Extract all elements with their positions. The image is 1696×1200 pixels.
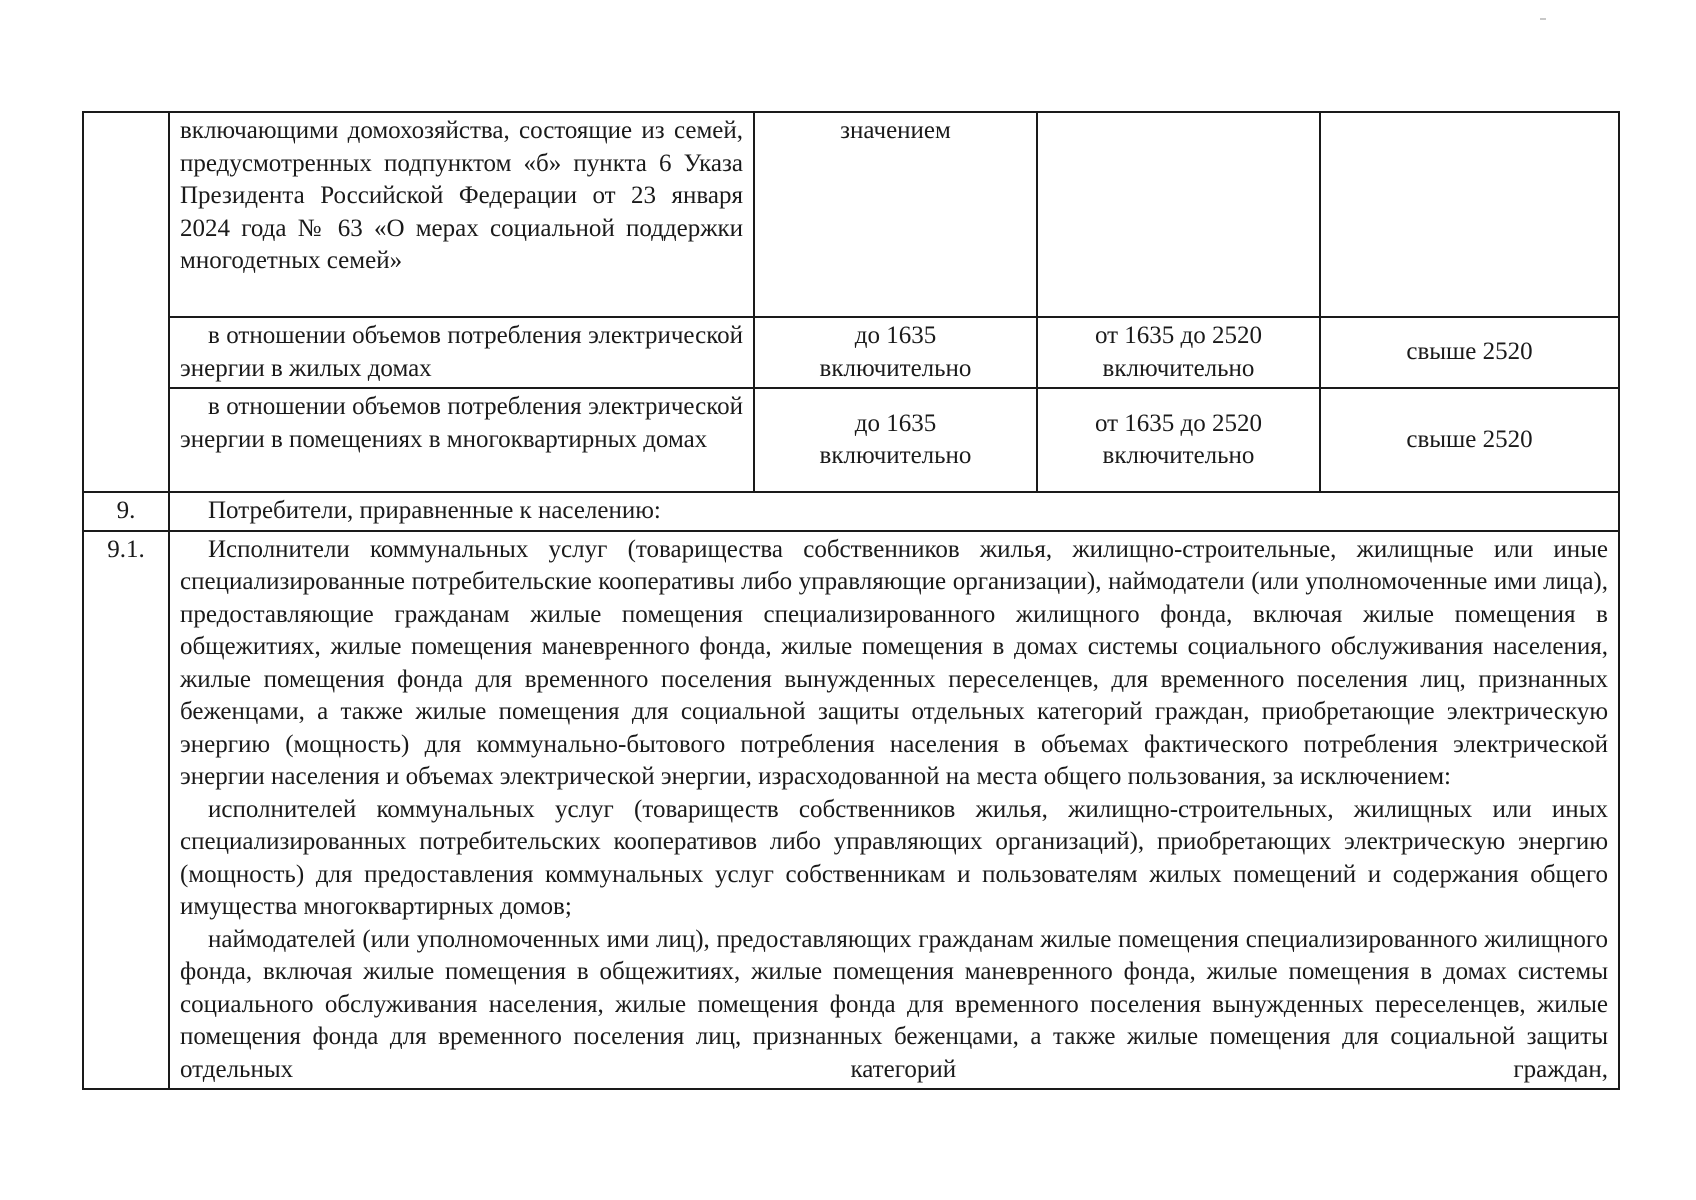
paragraph-consumers: Исполнители коммунальных услуг (товарищества собственников жилья, жилищно-строительные, жилищные или иные специализированные потребительские кооперативы либо управляющие организации), наймодатели (или уполномоченные ими лица), предоставляющие гражданам жилые помещения специализированного жилищного фонда, включая жилые помещения в общежитиях, жилые помещения маневренного фонда, жилые помещения в домах системы социального обслуживания населения, жилые помещения фонда для временного поселения вынужденных переселенцев, для временного поселения лиц, признанных беженцами, а также жилые помещения для социальной защиты отдельных категорий граждан, приобретающие электрическую энергию (мощность) для коммунально-бытового потребления населения в объемах фактического потребления электрической энергии населения и объемах электрической энергии, израсходованной на места общего пользования, за исключением:	[180, 535, 1608, 790]
table-row	[83, 492, 1619, 531]
range-mid-cell	[1037, 388, 1320, 492]
range-mid-cell	[1037, 317, 1320, 388]
section-body-cell	[169, 531, 1619, 1090]
row-number-cell	[83, 492, 169, 531]
table-row	[83, 112, 1619, 317]
criteria-cell	[169, 388, 754, 492]
paragraph-exception-landlords: наймодателей (или уполномоченных ими лиц), предоставляющих гражданам жилые помещения специализированного жилищного фонда, включая жилые помещения в общежитиях, жилые помещения маневренного фонда, жилые помещения в домах системы социального обслуживания населения, жилые помещения фонда для временного поселения вынужденных переселенцев, жилые помещения фонда для временного поселения лиц, признанных беженцами, а также жилые помещения для социальной защиты отдельных категорий граждан,	[180, 925, 1608, 1083]
table-row	[83, 317, 1619, 388]
row-number-cell-empty	[83, 112, 169, 492]
scan-mark	[1540, 18, 1546, 20]
range-mid-line2: включительно	[1102, 354, 1255, 382]
range-mid-line2: включительно	[1102, 442, 1255, 469]
section-heading-cell	[169, 492, 1619, 531]
criteria-text: включающими домохозяйства, состоящие из семей, предусмотренных подпунктом «б» пункта 6 Указа Президента Российской Федерации от 23 января 2024 года № 63 «О мерах социальной поддержки многодетных семей»	[180, 117, 743, 274]
range-low-cell	[754, 112, 1037, 317]
range-high-cell	[1320, 388, 1619, 492]
range-mid-line1: от 1635 до 2520	[1094, 322, 1263, 349]
range-low-text: значением	[840, 117, 951, 144]
row-number: 9.	[116, 497, 136, 524]
range-high-text: свыше 2520	[1406, 338, 1533, 366]
range-low-line2: включительно	[819, 442, 972, 469]
range-high-cell	[1320, 112, 1619, 317]
section-heading: Потребители, приравненные к населению:	[208, 497, 661, 524]
row-number-cell	[83, 531, 169, 1090]
range-low-line1: до 1635	[854, 409, 937, 437]
criteria-cell	[169, 317, 754, 388]
range-low-cell	[754, 388, 1037, 492]
row-number: 9.1.	[107, 535, 145, 563]
range-low-cell	[754, 317, 1037, 388]
range-low-line1: до 1635	[854, 322, 937, 349]
criteria-text: в отношении объемов потребления электрической энергии в помещениях в многоквартирных домах	[180, 393, 743, 453]
criteria-text: в отношении объемов потребления электрической энергии в жилых домах	[180, 322, 743, 382]
range-high-text: свыше 2520	[1406, 425, 1533, 453]
tariff-table	[82, 111, 1620, 1090]
table-row	[83, 531, 1619, 1090]
table-row	[83, 388, 1619, 492]
range-low-line2: включительно	[819, 354, 972, 382]
range-mid-cell	[1037, 112, 1320, 317]
range-mid-line1: от 1635 до 2520	[1094, 409, 1263, 437]
paragraph-exception-utilities: исполнителей коммунальных услуг (товариществ собственников жилья, жилищно-строительных, жилищных или иных специализированных потребительских кооперативов либо управляющих организаций), приобретающих электрическую энергию (мощность) для предоставления коммунальных услуг собственникам и пользователям жилых помещений и содержания общего имущества многоквартирных домов;	[180, 795, 1608, 920]
criteria-cell	[169, 112, 754, 317]
range-high-cell	[1320, 317, 1619, 388]
